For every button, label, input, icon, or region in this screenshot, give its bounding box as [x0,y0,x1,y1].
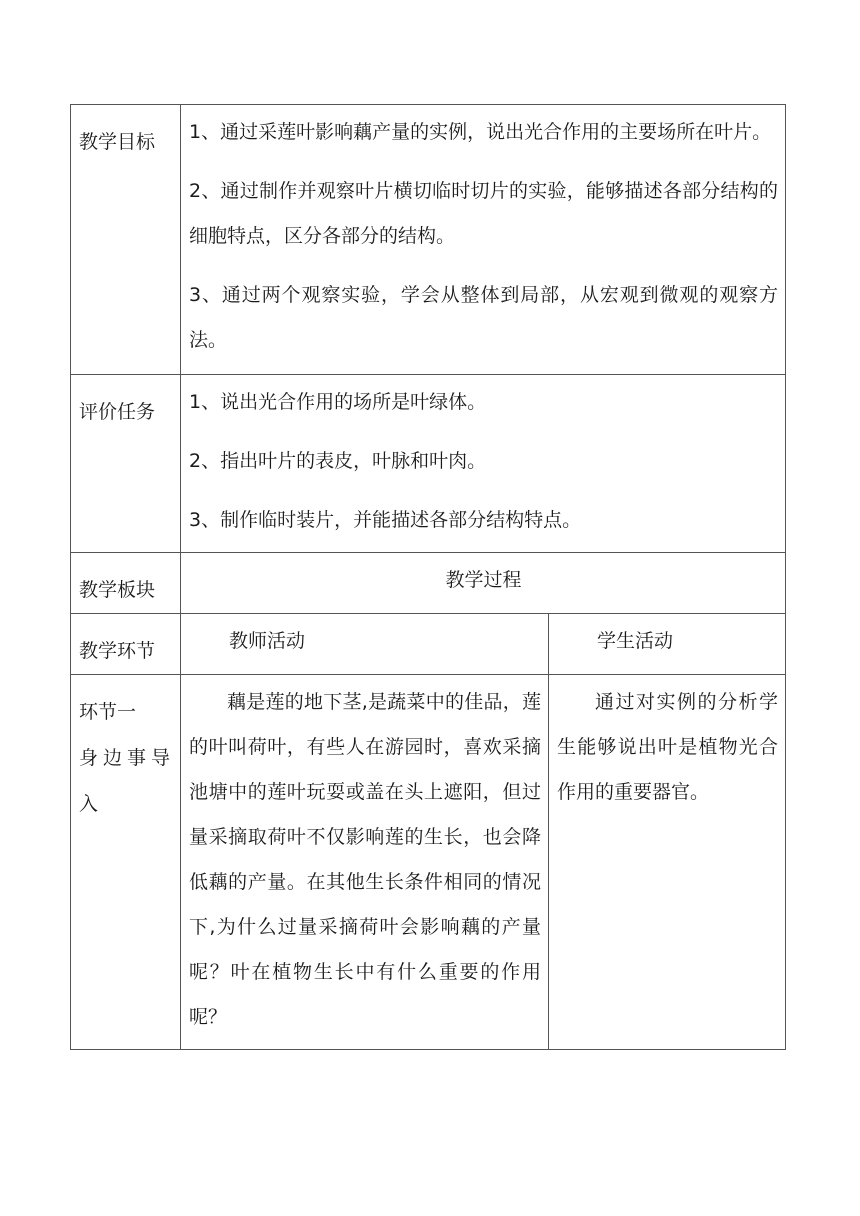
lesson-plan-table [70,104,786,1050]
objectives-row [71,105,786,375]
evaluation-content [181,375,786,553]
objectives-content [181,105,786,375]
module-content [181,553,786,614]
step1-row [71,675,786,1050]
module-value: 教学过程 [445,569,522,591]
objective-item-3: 3、通过两个观察实验，学会从整体到局部，从宏观到微观的观察方法。 [189,284,778,351]
step1-label-line1: 环节一 [79,701,137,723]
objective-item-1: 1、通过采莲叶影响藕产量的实例，说出光合作用的主要场所在叶片。 [189,121,772,143]
step1-label [71,675,181,1050]
evaluation-row [71,375,786,553]
step1-student-activity: 通过对实例的分析学生能够说出叶是植物光合作用的重要器官。 [557,691,778,803]
step-header-row [71,614,786,675]
objective-item-2: 2、通过制作并观察叶片横切临时切片的实验，能够描述各部分结构的细胞特点，区分各部分的结构。 [189,180,778,247]
student-activity-header: 学生活动 [597,630,674,652]
student-header-cell [549,614,786,675]
evaluation-item-3: 3、制作临时装片，并能描述各部分结构特点。 [189,509,582,531]
step1-label-line2: 身边事导入 [79,747,174,815]
step1-teacher-cell [181,675,549,1050]
evaluation-item-2: 2、指出叶片的表皮，叶脉和叶肉。 [189,450,487,472]
module-row [71,553,786,614]
module-label: 教学板块 [71,553,181,614]
evaluation-label: 评价任务 [71,375,181,553]
step1-student-cell [549,675,786,1050]
step-header-label: 教学环节 [71,614,181,675]
teacher-activity-header: 教师活动 [229,630,306,652]
evaluation-item-1: 1、说出光合作用的场所是叶绿体。 [189,391,487,413]
step1-teacher-activity: 藕是莲的地下茎,是蔬菜中的佳品，莲的叶叫荷叶，有些人在游园时，喜欢采摘池塘中的莲叶玩耍或盖在头上遮阳，但过量采摘取荷叶不仅影响莲的生长，也会降低藕的产量。在其他生长条件相同的情况下,为什么过量采摘荷叶会影响藕的产量呢？叶在植物生长中有什么重要的作用呢？ [189,691,541,1028]
objectives-label: 教学目标 [71,105,181,375]
teacher-header-cell [181,614,549,675]
